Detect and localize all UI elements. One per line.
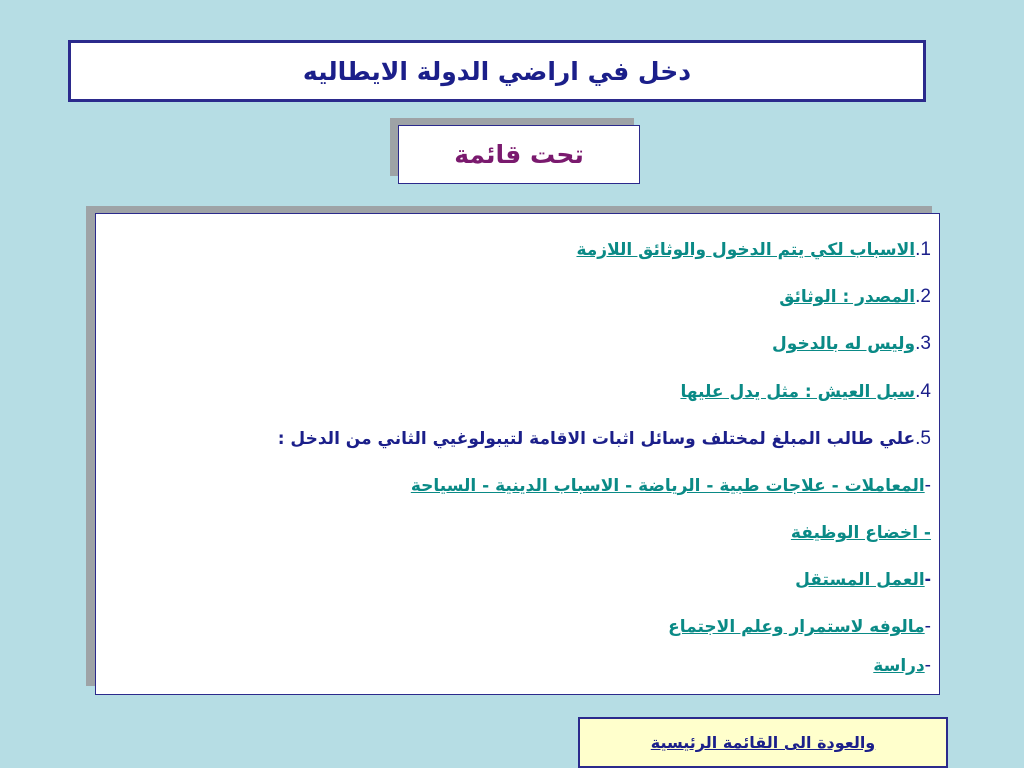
subtitle: تحت قائمة xyxy=(454,140,584,169)
list-item-link[interactable]: المعاملات - علاجات طبية - الرياضة - الاسباب الدينية - السياحة xyxy=(410,476,925,496)
list-item-dash: - xyxy=(924,616,931,637)
page-title: دخل في اراضي الدولة الايطاليه xyxy=(302,56,692,86)
list-item-number: 3. xyxy=(915,333,931,354)
list-item-4[interactable] xyxy=(680,374,931,410)
list-item-1[interactable] xyxy=(576,232,931,268)
list-item-8[interactable] xyxy=(795,562,931,598)
back-to-main-menu-label[interactable]: والعودة الى القائمة الرئيسية xyxy=(650,733,876,752)
list-item-link[interactable]: المصدر : الوثائق xyxy=(779,287,916,307)
list-panel xyxy=(95,213,940,695)
list-item-dash: - xyxy=(924,655,931,676)
list-item-dash: - xyxy=(924,569,931,590)
list-item-number: 1. xyxy=(915,239,931,260)
list-item-link[interactable]: العمل المستقل xyxy=(795,570,925,590)
list-item-number: 5. xyxy=(915,428,931,449)
list-item-link[interactable]: مالوفه لاستمرار وعلم الاجتماع xyxy=(668,617,925,637)
list-item-7[interactable] xyxy=(791,515,931,551)
list-item-10[interactable] xyxy=(873,648,931,684)
list-item-dash: - xyxy=(924,475,931,496)
list-item-link[interactable]: الاسباب لكي يتم الدخول والوثائق اللازمة xyxy=(576,240,916,260)
subtitle-box xyxy=(398,125,640,184)
list-item-link[interactable]: - اخضاع الوظيفة xyxy=(790,523,931,543)
list-item-9[interactable] xyxy=(668,609,931,645)
list-item-link[interactable]: دراسة xyxy=(873,656,925,676)
list-item-number: 4. xyxy=(915,381,931,402)
list-item-6[interactable] xyxy=(411,468,931,504)
list-item-text: علي طالب المبلغ لمختلف وسائل اثبات الاقامة لتيبولوغيي الثاني من الدخل : xyxy=(277,429,916,449)
list-item-number: 2. xyxy=(915,286,931,307)
list-item-3[interactable] xyxy=(772,326,931,362)
list-item-5 xyxy=(278,421,931,457)
list-item-link[interactable]: سبل العيش : مثل يدل عليها xyxy=(680,382,916,402)
title-box xyxy=(68,40,926,102)
list-item-2[interactable] xyxy=(779,279,931,315)
back-to-main-menu-button[interactable] xyxy=(578,717,948,768)
list-item-link[interactable]: وليس له بالدخول xyxy=(772,334,916,354)
